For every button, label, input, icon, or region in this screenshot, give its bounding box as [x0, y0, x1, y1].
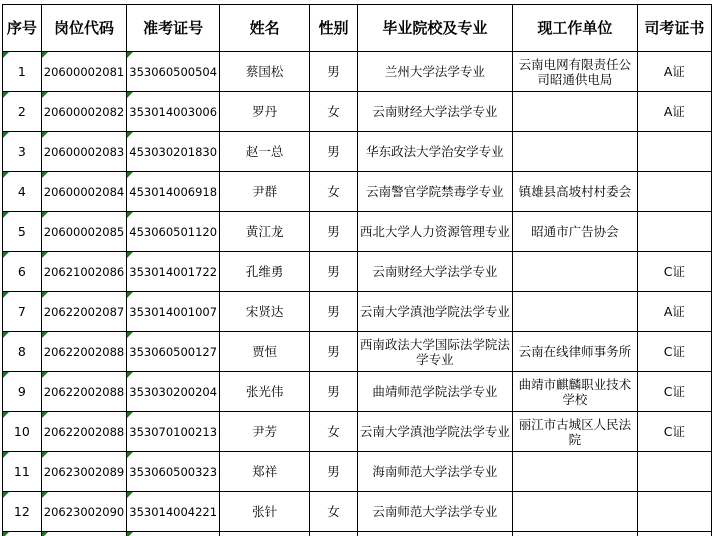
cell-gender[interactable]: 男	[310, 252, 358, 292]
cell-name[interactable]: 郑祥	[220, 452, 310, 492]
cell-seq[interactable]: 6	[3, 252, 42, 292]
cell-gender[interactable]: 女	[310, 172, 358, 212]
cell-work[interactable]	[513, 492, 638, 532]
table-row	[3, 172, 712, 212]
header-gender: 性别	[310, 5, 358, 52]
candidate-table	[2, 4, 712, 536]
cell-work[interactable]	[513, 292, 638, 332]
cell-exam-no[interactable]: 353030200204	[127, 372, 220, 412]
table-row-partial	[3, 532, 712, 536]
cell-school[interactable]: 曲靖师范学院法学专业	[357, 372, 512, 412]
cell-post-code[interactable]: 20600002081	[41, 52, 126, 92]
table-row	[3, 252, 712, 292]
cell-school[interactable]: 云南大学滇池学院法学专业	[357, 292, 512, 332]
cell-gender[interactable]: 男	[310, 212, 358, 252]
cell-name[interactable]: 张光伟	[220, 372, 310, 412]
cell-exam-no[interactable]: 353060500323	[127, 452, 220, 492]
cell-exam-no[interactable]: 353014003006	[127, 92, 220, 132]
empty-cell[interactable]	[357, 532, 512, 536]
cell-work[interactable]	[513, 452, 638, 492]
cell-seq[interactable]: 10	[3, 412, 42, 452]
cell-post-code[interactable]: 20623002090	[41, 492, 126, 532]
cell-gender[interactable]: 男	[310, 372, 358, 412]
cell-name[interactable]: 黄江龙	[220, 212, 310, 252]
table-row	[3, 212, 712, 252]
cell-exam-no[interactable]: 353014004221	[127, 492, 220, 532]
cell-name[interactable]: 贾恒	[220, 332, 310, 372]
cell-seq[interactable]: 3	[3, 132, 42, 172]
header-row	[3, 5, 712, 52]
cell-cert[interactable]	[637, 132, 711, 172]
cell-name[interactable]: 蔡国松	[220, 52, 310, 92]
header-cert: 司考证书	[637, 5, 711, 52]
cell-name[interactable]: 孔维勇	[220, 252, 310, 292]
cell-gender[interactable]: 女	[310, 92, 358, 132]
table-row	[3, 92, 712, 132]
cell-school[interactable]: 云南财经大学法学专业	[357, 252, 512, 292]
cell-seq[interactable]: 12	[3, 492, 42, 532]
cell-exam-no[interactable]: 353060500504	[127, 52, 220, 92]
cell-school[interactable]: 兰州大学法学专业	[357, 52, 512, 92]
table-row	[3, 452, 712, 492]
cell-work[interactable]	[513, 92, 638, 132]
cell-post-code[interactable]: 20621002086	[41, 252, 126, 292]
cell-exam-no[interactable]: 453030201830	[127, 132, 220, 172]
cell-seq[interactable]: 9	[3, 372, 42, 412]
cell-gender[interactable]: 男	[310, 52, 358, 92]
cell-post-code[interactable]: 20622002087	[41, 292, 126, 332]
cell-cert[interactable]	[637, 172, 711, 212]
header-seq: 序号	[3, 5, 42, 52]
empty-cell[interactable]	[637, 532, 711, 536]
cell-name[interactable]: 宋贤达	[220, 292, 310, 332]
cell-seq[interactable]: 5	[3, 212, 42, 252]
header-exam-no: 准考证号	[127, 5, 220, 52]
cell-cert[interactable]: A证	[637, 92, 711, 132]
cell-school[interactable]: 华东政法大学治安学专业	[357, 132, 512, 172]
cell-name[interactable]: 尹群	[220, 172, 310, 212]
cell-name[interactable]: 尹芳	[220, 412, 310, 452]
cell-exam-no[interactable]: 353060500127	[127, 332, 220, 372]
cell-school[interactable]: 云南警官学院禁毒学专业	[357, 172, 512, 212]
cell-seq[interactable]: 2	[3, 92, 42, 132]
cell-post-code[interactable]: 20600002084	[41, 172, 126, 212]
cell-seq[interactable]: 8	[3, 332, 42, 372]
cell-gender[interactable]: 男	[310, 452, 358, 492]
empty-cell[interactable]	[127, 532, 220, 536]
cell-school[interactable]: 云南师范大学法学专业	[357, 492, 512, 532]
cell-school[interactable]: 海南师范大学法学专业	[357, 452, 512, 492]
table-row	[3, 372, 712, 412]
header-name: 姓名	[220, 5, 310, 52]
cell-school[interactable]: 云南大学滇池学院法学专业	[357, 412, 512, 452]
cell-name[interactable]: 赵一总	[220, 132, 310, 172]
cell-post-code[interactable]: 20600002082	[41, 92, 126, 132]
header-school: 毕业院校及专业	[357, 5, 512, 52]
cell-work[interactable]: 丽江市古城区人民法院	[513, 412, 638, 452]
cell-gender[interactable]: 女	[310, 412, 358, 452]
cell-gender[interactable]: 男	[310, 132, 358, 172]
cell-cert[interactable]	[637, 452, 711, 492]
cell-exam-no[interactable]: 453060501120	[127, 212, 220, 252]
cell-school[interactable]: 西南政法大学国际法学院法学专业	[357, 332, 512, 372]
table-row	[3, 332, 712, 372]
cell-work[interactable]: 云南电网有限责任公司昭通供电局	[513, 52, 638, 92]
cell-cert[interactable]: C证	[637, 252, 711, 292]
cell-work[interactable]: 昭通市广告协会	[513, 212, 638, 252]
cell-post-code[interactable]: 20622002088	[41, 372, 126, 412]
cell-name[interactable]: 张针	[220, 492, 310, 532]
table-row	[3, 492, 712, 532]
cell-seq[interactable]: 1	[3, 52, 42, 92]
header-post-code: 岗位代码	[41, 5, 126, 52]
cell-post-code[interactable]: 20623002089	[41, 452, 126, 492]
cell-seq[interactable]: 7	[3, 292, 42, 332]
cell-work[interactable]	[513, 252, 638, 292]
table-row	[3, 292, 712, 332]
table-row	[3, 412, 712, 452]
cell-cert[interactable]: C证	[637, 332, 711, 372]
cell-gender[interactable]: 男	[310, 292, 358, 332]
cell-exam-no[interactable]: 453014006918	[127, 172, 220, 212]
empty-cell[interactable]	[41, 532, 126, 536]
table-row	[3, 52, 712, 92]
cell-exam-no[interactable]: 353014001722	[127, 252, 220, 292]
cell-gender[interactable]: 男	[310, 332, 358, 372]
cell-cert[interactable]: C证	[637, 372, 711, 412]
cell-post-code[interactable]: 20600002083	[41, 132, 126, 172]
empty-cell[interactable]	[310, 532, 358, 536]
cell-post-code[interactable]: 20622002088	[41, 332, 126, 372]
cell-cert[interactable]: A证	[637, 52, 711, 92]
cell-work[interactable]: 云南在线律师事务所	[513, 332, 638, 372]
cell-cert[interactable]	[637, 492, 711, 532]
empty-cell[interactable]	[513, 532, 638, 536]
cell-post-code[interactable]: 20600002085	[41, 212, 126, 252]
cell-exam-no[interactable]: 353070100213	[127, 412, 220, 452]
empty-cell[interactable]	[3, 532, 42, 536]
table-row	[3, 132, 712, 172]
empty-cell[interactable]	[220, 532, 310, 536]
cell-work[interactable]: 曲靖市麒麟职业技术学校	[513, 372, 638, 412]
cell-school[interactable]: 西北大学人力资源管理专业	[357, 212, 512, 252]
header-work: 现工作单位	[513, 5, 638, 52]
cell-school[interactable]: 云南财经大学法学专业	[357, 92, 512, 132]
cell-gender[interactable]: 女	[310, 492, 358, 532]
cell-seq[interactable]: 4	[3, 172, 42, 212]
cell-cert[interactable]	[637, 212, 711, 252]
cell-cert[interactable]: C证	[637, 412, 711, 452]
cell-cert[interactable]: A证	[637, 292, 711, 332]
cell-name[interactable]: 罗丹	[220, 92, 310, 132]
cell-exam-no[interactable]: 353014001007	[127, 292, 220, 332]
cell-seq[interactable]: 11	[3, 452, 42, 492]
cell-post-code[interactable]: 20622002088	[41, 412, 126, 452]
cell-work[interactable]	[513, 132, 638, 172]
cell-work[interactable]: 镇雄县高坡村村委会	[513, 172, 638, 212]
